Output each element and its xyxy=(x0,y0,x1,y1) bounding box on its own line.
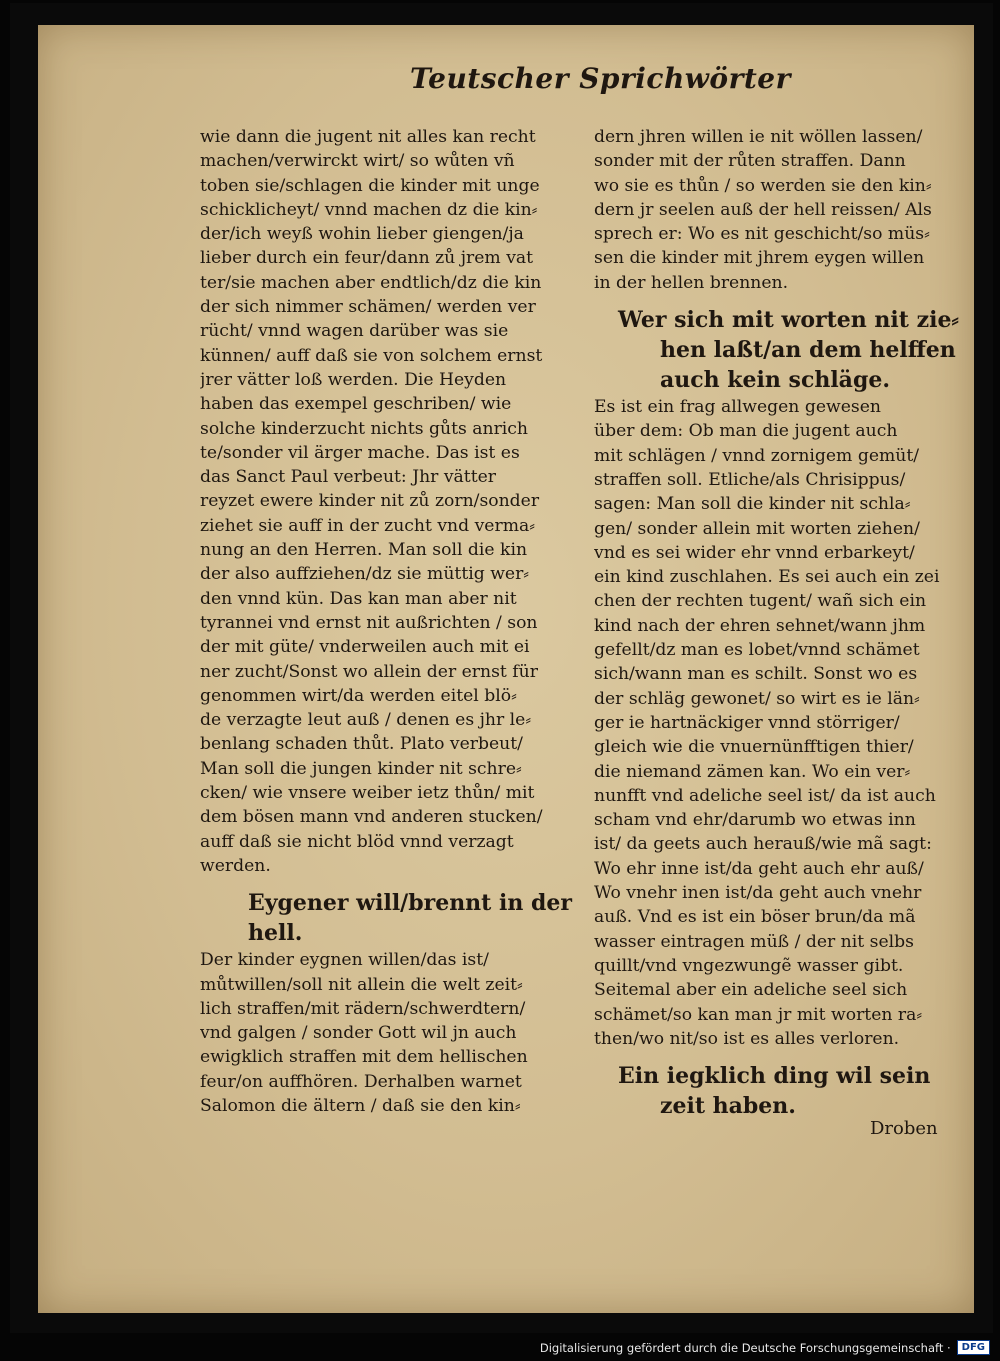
text-line: Wo ehr inne ist/da geht auch ehr auß/ xyxy=(594,858,924,879)
text-line: Seitemal aber ein adeliche seel sich xyxy=(594,980,908,1001)
section-heading: Eygener will/brennt in der xyxy=(248,890,572,917)
text-line: schämet/so kan man jr mit worten ra⸗ xyxy=(594,1004,923,1025)
text-line: scham vnd ehr/darumb wo etwas inn xyxy=(594,810,916,831)
text-line: sen die kinder mit jhrem eygen willen xyxy=(594,248,925,269)
text-line: then/wo nit/so ist es alles verloren. xyxy=(594,1028,900,1049)
text-line: in der hellen brennen. xyxy=(594,272,789,293)
text-line: machen/verwirckt wirt/ so wůten vñ xyxy=(200,151,515,172)
text-line: der/ich weyß wohin lieber giengen/ja xyxy=(200,224,524,245)
section-heading: zeit haben. xyxy=(660,1093,796,1120)
text-line: genommen wirt/da werden eitel blö⸗ xyxy=(200,685,517,706)
text-line: schicklicheyt/ vnnd machen dz die kin⸗ xyxy=(200,199,538,220)
text-line: ist/ da geets auch herauß/wie mã sagt: xyxy=(594,834,932,855)
text-line: solche kinderzucht nichts gůts anrich xyxy=(200,418,528,439)
text-line: haben das exempel geschriben/ wie xyxy=(200,394,512,415)
paragraph-gap xyxy=(200,878,578,888)
text-line: den vnnd kün. Das kan man aber nit xyxy=(200,588,517,609)
text-line: jrer vätter loß werden. Die Heyden xyxy=(200,369,507,390)
text-line: de verzagte leut auß / denen es jhr le⸗ xyxy=(200,710,532,731)
text-line: Es ist ein frag allwegen gewesen xyxy=(594,397,881,418)
text-line: dem bösen mann vnd anderen stucken/ xyxy=(200,807,543,828)
text-line: toben sie/schlagen die kinder mit unge xyxy=(200,175,540,196)
text-line: ziehet sie auff in der zucht vnd verma⸗ xyxy=(200,515,535,536)
text-line: lieber durch ein feur/dann zů jrem vat xyxy=(200,248,534,269)
paragraph-gap xyxy=(594,1051,954,1061)
text-line: der schläg gewonet/ so wirt es ie län⸗ xyxy=(594,688,920,709)
text-line: reyzet ewere kinder nit zů zorn/sonder xyxy=(200,491,540,512)
text-line: auff daß sie nicht blöd vnnd verzagt xyxy=(200,831,514,852)
text-line: gefellt/dz man es lobet/vnnd schämet xyxy=(594,640,920,661)
text-line: künnen/ auff daß sie von solchem ernst xyxy=(200,345,543,366)
text-line: werden. xyxy=(200,855,271,876)
catchword: Droben xyxy=(870,1118,938,1139)
text-line: ewigklich straffen mit dem hellischen xyxy=(200,1047,528,1068)
text-line: wo sie es thůn / so werden sie den kin⸗ xyxy=(594,175,932,196)
text-line: das Sanct Paul verbeut: Jhr vätter xyxy=(200,467,496,488)
text-column-left xyxy=(200,125,578,1118)
text-line: sich/wann man es schilt. Sonst wo es xyxy=(594,664,918,685)
text-line: wie dann die jugent nit alles kan recht xyxy=(200,127,536,147)
text-line: benlang schaden thůt. Plato verbeut/ xyxy=(200,734,523,755)
text-line: dern jr seelen auß der hell reissen/ Als xyxy=(594,199,932,220)
text-line: můtwillen/soll nit allein die welt zeit⸗ xyxy=(200,974,523,995)
text-line: ter/sie machen aber endtlich/dz die kin xyxy=(200,272,542,293)
text-line: rücht/ vnnd wagen darüber was sie xyxy=(200,321,509,342)
text-line: ner zucht/Sonst wo allein der ernst für xyxy=(200,661,538,682)
text-line: vnd galgen / sonder Gott wil jn auch xyxy=(200,1023,517,1044)
text-line: Wo vnehr inen ist/da geht auch vnehr xyxy=(594,883,922,904)
text-line: ger ie hartnäckiger vnnd störriger/ xyxy=(594,712,900,733)
text-line: tyrannei vnd ernst nit außrichten / son xyxy=(200,612,538,633)
section-heading: Wer sich mit worten nit zie⸗ xyxy=(618,307,959,334)
section-heading: hell. xyxy=(248,920,303,947)
text-line: gen/ sonder allein mit worten ziehen/ xyxy=(594,518,920,539)
section-heading: Ein iegklich ding wil sein xyxy=(618,1063,931,1090)
text-line: dern jhren willen ie nit wöllen lassen/ xyxy=(594,127,923,147)
footer-credit: Digitalisierung gefördert durch die Deutsche Forschungsgemeinschaft · xyxy=(539,1340,951,1355)
digitization-footer xyxy=(540,1340,990,1355)
text-line: der sich nimmer schämen/ werden ver xyxy=(200,297,536,318)
text-line: die niemand zämen kan. Wo ein ver⸗ xyxy=(594,761,911,782)
text-line: vnd es sei wider ehr vnnd erbarkeyt/ xyxy=(594,542,915,563)
text-line: feur/on auffhören. Derhalben warnet xyxy=(200,1071,522,1092)
text-line: Der kinder eygnen willen/das ist/ xyxy=(200,950,489,971)
dfg-logo: DFG xyxy=(957,1340,990,1355)
text-line: nung an den Herren. Man soll die kin xyxy=(200,540,528,561)
text-line: auß. Vnd es ist ein böser brun/da mã xyxy=(594,907,916,928)
text-line: lich straffen/mit rädern/schwerdtern/ xyxy=(200,998,526,1019)
section-heading: hen laßt/an dem helffen xyxy=(660,337,956,364)
text-line: Man soll die jungen kinder nit schre⸗ xyxy=(200,758,522,779)
text-line: quillt/vnd vngezwungẽ wasser gibt. xyxy=(594,955,904,976)
text-line: cken/ wie vnsere weiber ietz thůn/ mit xyxy=(200,783,535,804)
text-line: sonder mit der růten straffen. Dann xyxy=(594,151,906,172)
text-line: ein kind zuschlahen. Es sei auch ein zei xyxy=(594,567,940,588)
text-column-right xyxy=(594,125,959,1121)
text-line: sagen: Man soll die kinder nit schla⸗ xyxy=(594,494,911,515)
text-line: chen der rechten tugent/ wañ sich ein xyxy=(594,591,927,612)
section-heading: auch kein schläge. xyxy=(660,367,890,394)
text-line: sprech er: Wo es nit geschicht/so müs⸗ xyxy=(594,224,930,245)
text-line: der mit güte/ vnderweilen auch mit ei xyxy=(200,637,530,658)
text-line: straffen soll. Etliche/als Chrisippus/ xyxy=(594,469,906,490)
text-line: der also auffziehen/dz sie müttig wer⸗ xyxy=(200,564,530,585)
text-line: nunfft vnd adeliche seel ist/ da ist auch xyxy=(594,785,936,806)
text-line: kind nach der ehren sehnet/wann jhm xyxy=(594,615,926,636)
text-line: gleich wie die vnuernünfftigen thier/ xyxy=(594,737,914,758)
text-line: te/sonder vil ärger mache. Das ist es xyxy=(200,442,520,463)
text-line: mit schlägen / vnnd zornigem gemüt/ xyxy=(594,445,920,466)
text-line: über dem: Ob man die jugent auch xyxy=(594,421,898,442)
running-head: Teutscher Sprichwörter xyxy=(410,62,791,95)
text-line: Salomon die ältern / daß sie den kin⸗ xyxy=(200,1095,521,1116)
paragraph-gap xyxy=(594,295,954,305)
text-line: wasser eintragen müß / der nit selbs xyxy=(594,931,914,952)
